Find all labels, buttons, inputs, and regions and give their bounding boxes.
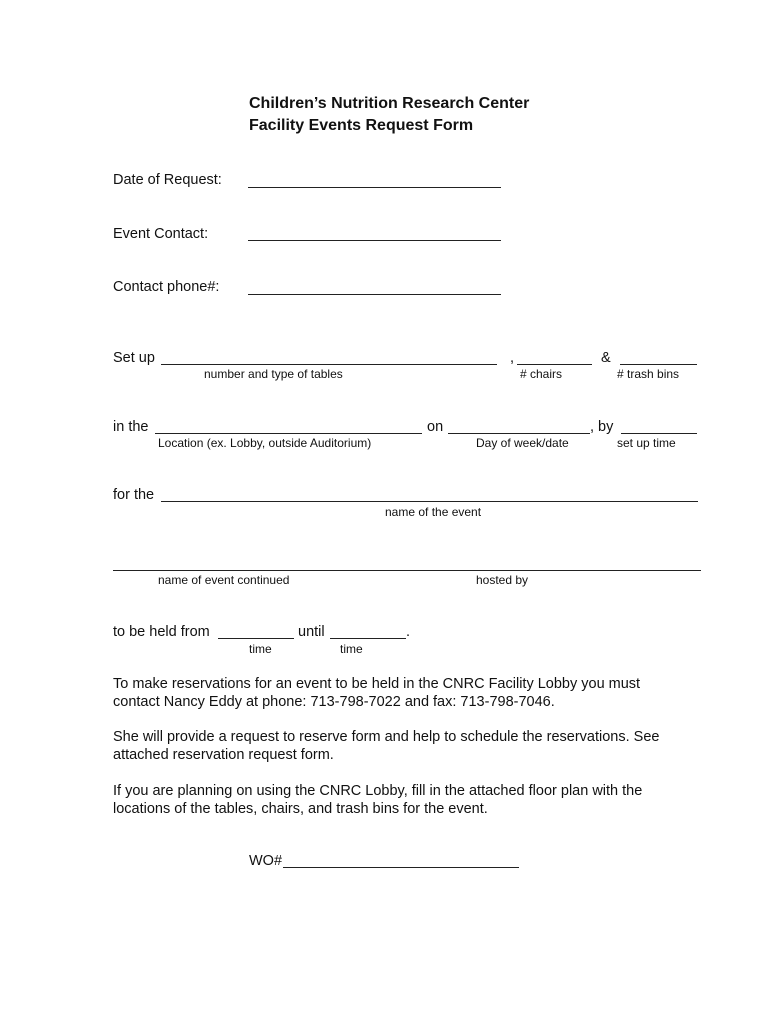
wo-number-field[interactable] <box>283 867 519 868</box>
time-until: until <box>298 624 325 640</box>
event-continued-field[interactable] <box>113 570 701 571</box>
location-prefix: in the <box>113 419 149 435</box>
chairs-caption: # chairs <box>520 367 563 381</box>
event-contact-field[interactable] <box>248 240 501 241</box>
location-on: on <box>427 419 444 435</box>
reservation-help-note: She will provide a request to reserve form and help to schedule the reservations. See attached reservation request form. <box>113 729 660 763</box>
event-name-field[interactable] <box>161 501 698 502</box>
trash-bins-field[interactable] <box>620 364 697 365</box>
time-period: . <box>406 624 411 640</box>
event-continued-caption: name of event continued <box>158 573 290 587</box>
event-prefix: for the <box>113 487 155 503</box>
hosted-by-caption: hosted by <box>476 573 529 587</box>
end-time-field[interactable] <box>330 638 406 639</box>
tables-field[interactable] <box>161 364 497 365</box>
form-title-org: Children’s Nutrition Research Center <box>249 95 530 112</box>
chairs-field[interactable] <box>517 364 592 365</box>
setup-comma: , <box>510 350 515 366</box>
start-time-field[interactable] <box>218 638 294 639</box>
setup-time-field[interactable] <box>621 433 697 434</box>
setup-time-caption: set up time <box>617 436 676 450</box>
wo-number-label: WO# <box>249 853 283 869</box>
event-name-caption: name of the event <box>385 505 482 519</box>
contact-phone-field[interactable] <box>248 294 501 295</box>
trash-bins-caption: # trash bins <box>617 367 680 381</box>
date-of-request-label: Date of Request: <box>113 172 222 188</box>
setup-label: Set up <box>113 350 155 366</box>
reservation-instructions: To make reservations for an event to be held in the CNRC Facility Lobby you must contact Nancy Eddy at phone: 713-798-7022 and fax: 713-798-7046. <box>113 676 641 710</box>
setup-ampersand: & <box>601 350 611 366</box>
event-contact-label: Event Contact: <box>113 226 209 242</box>
contact-phone-label: Contact phone#: <box>113 279 220 295</box>
time-prefix: to be held from <box>113 624 210 640</box>
date-of-request-field[interactable] <box>248 187 501 188</box>
start-time-caption: time <box>249 642 272 656</box>
location-by: , by <box>590 419 614 435</box>
location-caption: Location (ex. Lobby, outside Auditorium) <box>158 436 372 450</box>
day-date-caption: Day of week/date <box>476 436 569 450</box>
location-field[interactable] <box>155 433 422 434</box>
end-time-caption: time <box>340 642 363 656</box>
tables-caption: number and type of tables <box>204 367 343 381</box>
floor-plan-note: If you are planning on using the CNRC Lobby, fill in the attached floor plan with the locations of the tables, chairs, and trash bins for the event. <box>113 783 643 817</box>
form-title: Facility Events Request Form <box>249 117 474 134</box>
day-date-field[interactable] <box>448 433 590 434</box>
